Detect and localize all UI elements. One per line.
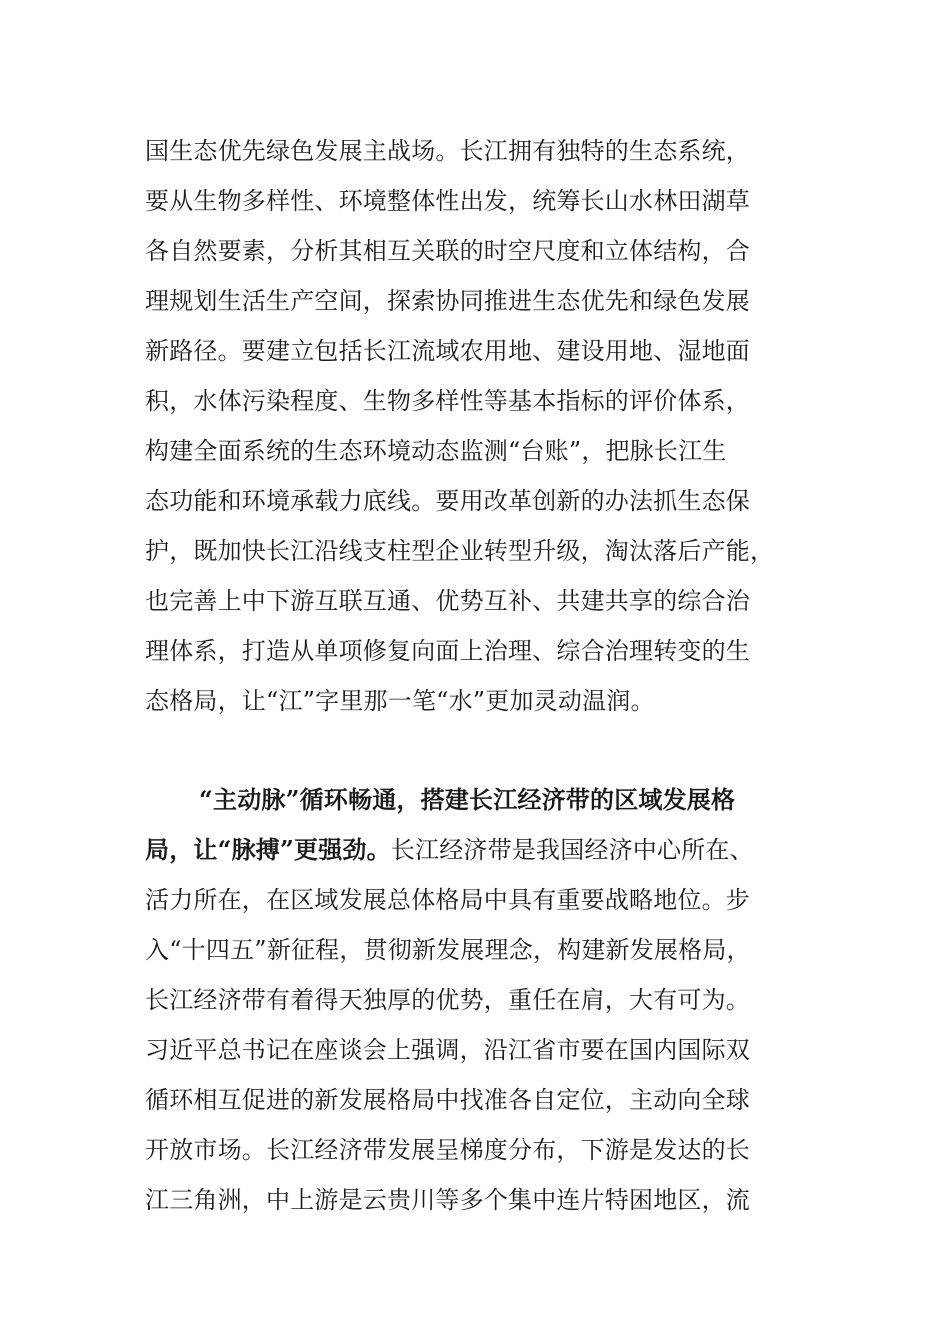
paragraph-line [145,835,754,865]
paragraph-line: 理体系，打造从单项修复向面上治理、综合治理转变的生 [145,637,750,665]
paragraph-line: 长江经济带有着得天独厚的优势，重任在肩，大有可为。 [145,986,750,1014]
paragraph-line: 护，既加快长江沿线支柱型企业转型升级，淘汰落后产能， [145,537,775,565]
paragraph-line: 构建全面系统的生态环境动态监测“台账”，把脉长江生 [145,437,727,465]
paragraph-line: 江三角洲，中上游是云贵川等多个集中连片特困地区，流 [145,1186,750,1214]
paragraph-line: 态格局，让“江”字里那一笔“水”更加灵动温润。 [145,687,655,715]
paragraph-line: 态功能和环境承载力底线。要用改革创新的办法抓生态保 [145,487,750,515]
paragraph-line: 入“十四五”新征程，贯彻新发展理念，构建新发展格局， [145,936,751,964]
paragraph-line: 要从生物多样性、环境整体性出发，统筹长山水林田湖草 [145,187,750,215]
paragraph-line: 国生态优先绿色发展主战场。长江拥有独特的生态系统， [145,137,750,165]
paragraph-line: 循环相互促进的新发展格局中找准各自定位，主动向全球 [145,1086,750,1114]
paragraph-line: 新路径。要建立包括长江流域农用地、建设用地、湿地面 [145,337,750,365]
paragraph-line: 开放市场。长江经济带发展呈梯度分布，下游是发达的长 [145,1136,750,1164]
paragraph-line: 活力所在，在区域发展总体格局中具有重要战略地位。步 [145,886,750,914]
paragraph-line: 理规划生活生产空间，探索协同推进生态优先和绿色发展 [145,287,750,315]
paragraph-line: 积，水体污染程度、生物多样性等基本指标的评价体系， [145,387,750,415]
paragraph-text: 长江经济带是我国经济中心所在、 [390,836,754,864]
section-heading-line: “主动脉”循环畅通，搭建长江经济带的区域发展格 [199,785,736,814]
paragraph-line: 各自然要素，分析其相互关联的时空尺度和立体结构，合 [145,237,750,265]
paragraph-line: 也完善上中下游互联互通、优势互补、共建共享的综合治 [145,587,750,615]
section-heading-end: 局，让“脉搏”更强劲。 [145,835,391,864]
paragraph-line: 习近平总书记在座谈会上强调，沿江省市要在国内国际双 [145,1036,750,1064]
